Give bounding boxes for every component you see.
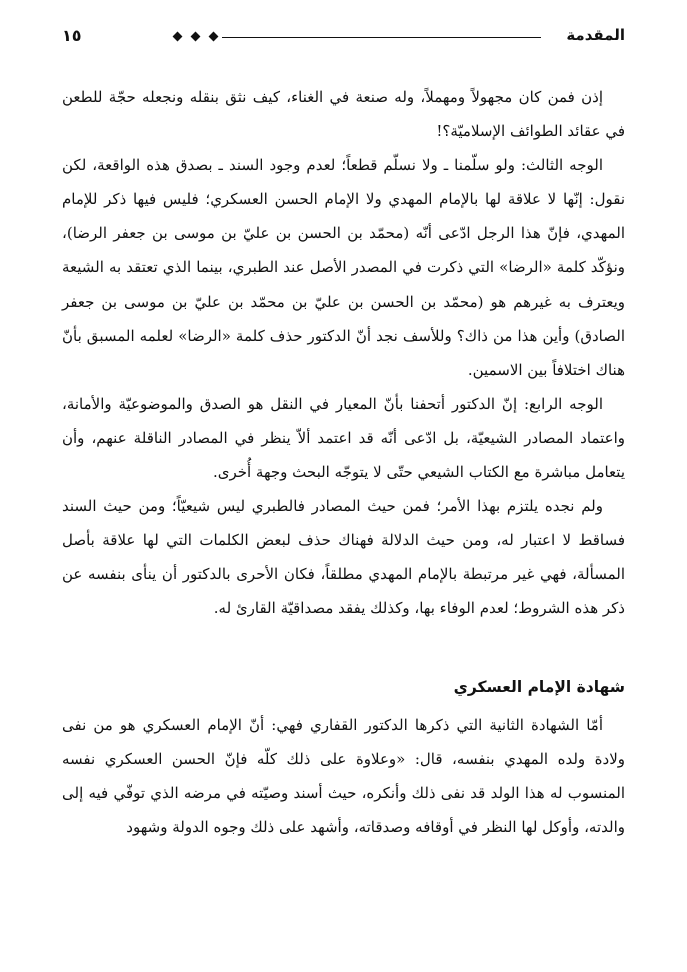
diamond-ornament-icon bbox=[209, 32, 219, 42]
paragraph: الوجه الثالث: ولو سلّمنا ـ ولا نسلّم قطعاً؛ لعدم وجود السند ـ بصدق هذه الواقعة، لكن نقول: إنّها لا علاقة لها بالإمام المهدي ولا الإمام الحسن العسكري؛ فليس فيها ذكر للإمام المهدي، فإنّ هذا الرجل ادّعى أنّه (محمّد بن الحسن بن عليّ بن موسى بن جعفر الرضا)، ونؤكّد كلمة «الرضا» التي ذكرت في المصدر الأصل عند الطبري، بينما الذي تعتقد به الشيعة ويعترف به غيرهم هو (محمّد بن الحسن بن عليّ بن محمّد بن عليّ بن موسى بن جعفر الصادق) وأين هذا من ذاك؟ وللأسف نجد أنّ الدكتور حذف كلمة «الرضا» لعلمه المسبق بأنّ هناك اختلافاً بين الاسمين. bbox=[62, 156, 625, 379]
page-number: ١٥ bbox=[62, 26, 82, 45]
paragraph: أمّا الشهادة الثانية التي ذكرها الدكتور القفاري فهي: أنّ الإمام العسكري هو من نفى ولادة ولده المهدي بنفسه، قال: «وعلاوة على ذلك كلّه فإنّ الحسن العسكري نفسه المنسوب له هذا الولد قد نفى ذلك وأنكره، حيث أسند وصيّته في مرضه الذي توفّي فيه إلى والدته، وأوكل لها النظر في أوقافه وصدقاته، وأشهد على ذلك وجوه الدولة وشهود bbox=[62, 715, 625, 836]
running-header bbox=[62, 26, 625, 50]
header-rule bbox=[222, 37, 541, 38]
paragraph: الوجه الرابع: إنّ الدكتور أتحفنا بأنّ المعيار في النقل هو الصدق والموضوعيّة والأمانة، واعتماد المصادر الشيعيّة، بل ادّعى أنّه قد اعتمد ألاّ ينظر في المصادر الناقلة عنهم، وأن يتعامل مباشرة مع الكتاب الشيعي حتّى لا يتوجّه البحث وجهة أُخرى. bbox=[62, 394, 625, 482]
header-title: المقدمة bbox=[566, 26, 625, 44]
body-text bbox=[62, 80, 625, 844]
header-ornament bbox=[170, 30, 226, 44]
paragraph: ولم نجده يلتزم بهذا الأمر؛ فمن حيث المصادر فالطبري ليس شيعيّاً؛ ومن حيث السند فساقط لا اعتبار له، ومن حيث الدلالة فهناك حذف لبعض الكلمات التي لها علاقة بأصل المسألة، فهي غير مرتبطة بالإمام المهدي مطلقاً، فكان الأحرى بالدكتور أن ينأى بنفسه عن ذكر هذه الشروط؛ لعدم الوفاء بها، وكذلك يفقد مصداقيّة القارئ له. bbox=[62, 497, 625, 618]
diamond-ornament-icon bbox=[173, 32, 183, 42]
section-heading: شهادة الإمام العسكري bbox=[453, 677, 625, 696]
paragraph: إذن فمن كان مجهولاً ومهملاً، وله صنعة في الغناء، كيف نثق بنقله ونجعله حجّة للطعن في عقائد الطوائف الإسلاميّة؟! bbox=[62, 88, 625, 141]
diamond-ornament-icon bbox=[191, 32, 201, 42]
